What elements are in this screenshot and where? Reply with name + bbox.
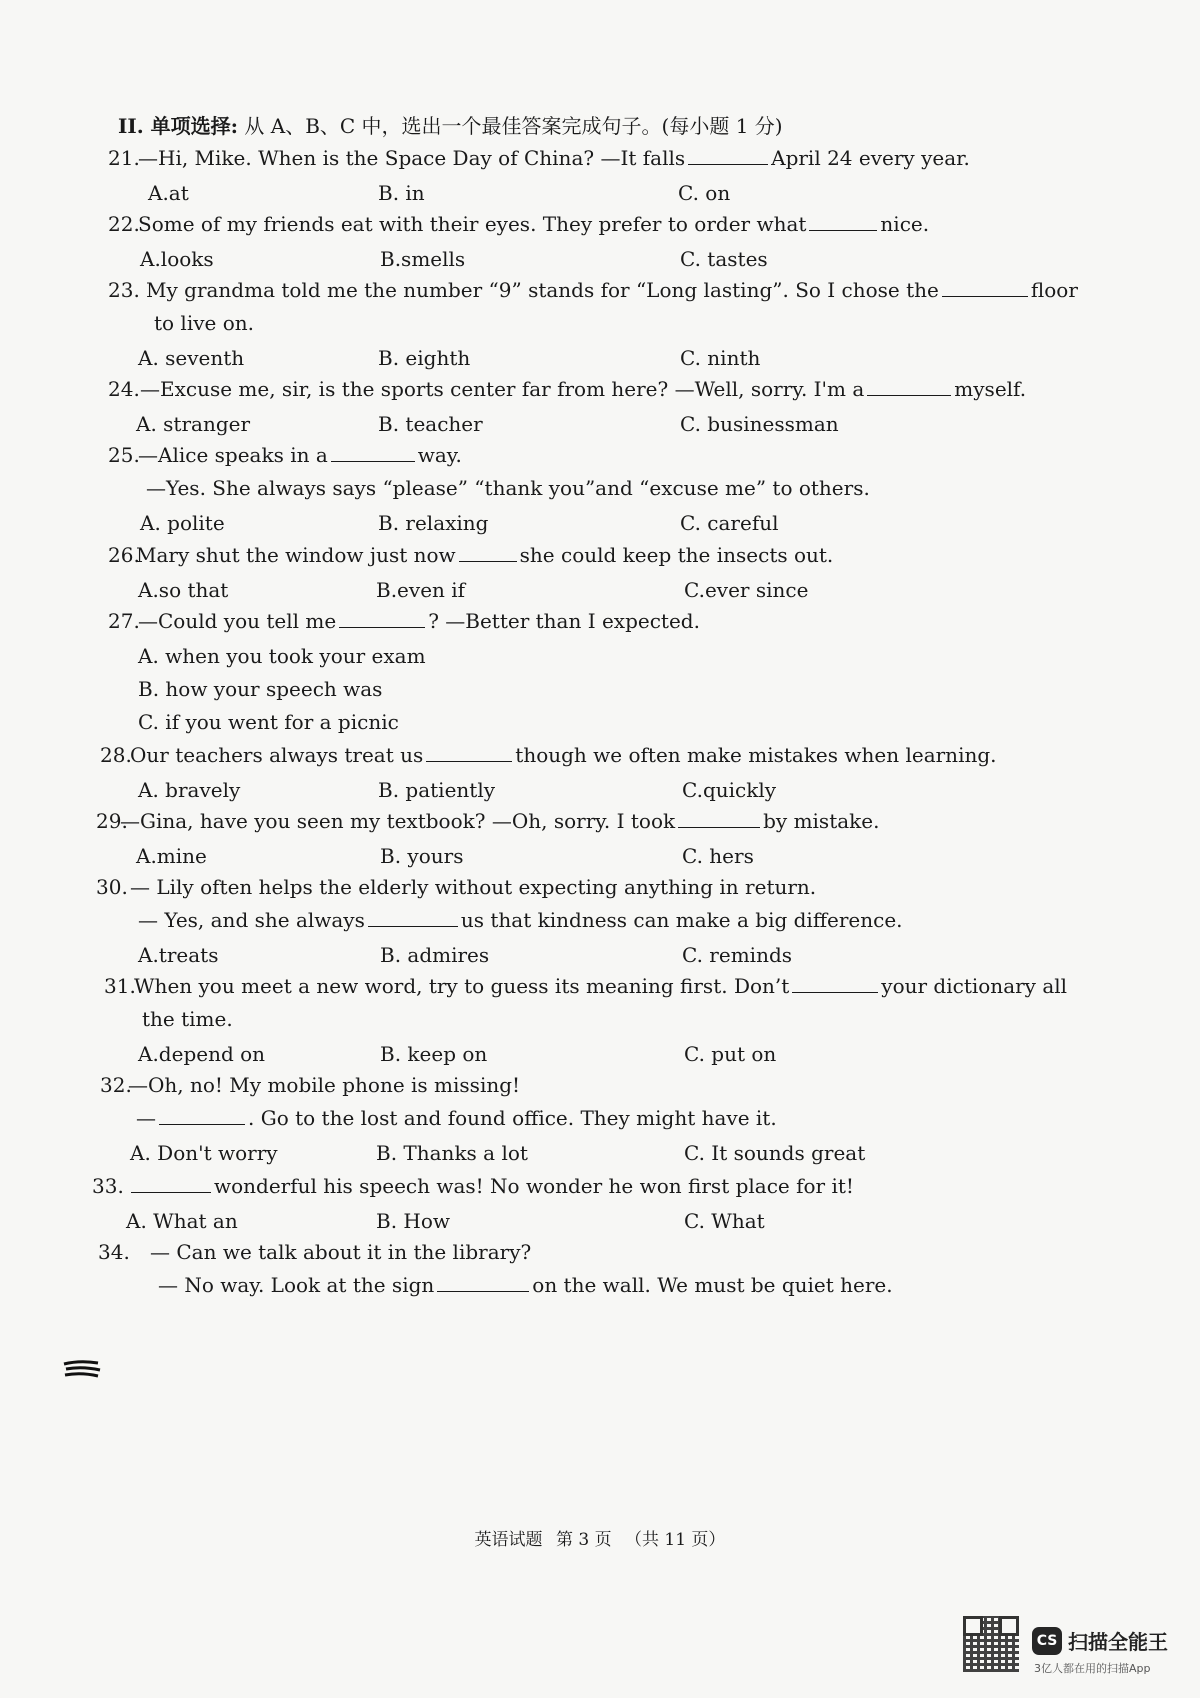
question-text-line [134,972,1067,1000]
answer-blank [942,278,1028,297]
option-b: B. eighth [378,346,471,370]
answer-blank [368,908,458,927]
text-before-blank: When you meet a new word, try to guess its meaning first. Don’t [134,974,790,998]
camscanner-logo-icon: CS [1032,1627,1062,1655]
answer-blank [867,377,951,396]
answer-blank [339,609,425,628]
question-text-line [136,1104,777,1132]
option-c: C. reminds [682,943,793,967]
answer-blank [131,1174,211,1193]
question-text-line: —Oh, no! My mobile phone is missing! [128,1073,521,1097]
question-text-line [146,276,1078,304]
option-a: A.mine [136,844,207,868]
question-number: 28. [100,743,132,767]
question-text-line [136,541,833,569]
text-before-blank: Our teachers always treat us [130,743,424,767]
section-number: II. 单项选择: [118,114,239,138]
question-text-line [128,1172,854,1200]
answer-blank [688,146,768,165]
option-a: A.so that [138,578,229,602]
text-before-blank: —Excuse me, sir, is the sports center far from here? —Well, sorry. I'm a [140,377,865,401]
question-text-line [158,1271,893,1299]
option-a: A.depend on [138,1042,266,1066]
question-number: 33. [92,1174,124,1198]
question-text-line [130,741,997,769]
option-b: B. how your speech was [138,677,383,701]
answer-blank [792,974,878,993]
option-a: A. polite [140,511,225,535]
question-text-line: — Lily often helps the elderly without expecting anything in return. [130,875,817,899]
text-before-blank: —Could you tell me [138,609,337,633]
footer-page: 第 3 页 [555,1530,612,1550]
question-number: 31. [104,974,136,998]
option-c: C. tastes [680,247,768,271]
question-number: 27. [108,609,140,633]
text-after-blank: your dictionary all [881,974,1068,998]
option-c: C. What [684,1209,765,1233]
text-after-blank: by mistake. [763,809,880,833]
option-a: A.treats [138,943,219,967]
option-a: A. seventh [138,346,245,370]
question-text-line [138,144,970,172]
option-c: C. It sounds great [684,1141,866,1165]
question-number: 30. [96,875,128,899]
question-text-line [138,210,929,238]
handwritten-mark-icon [62,1358,106,1380]
option-b: B. keep on [380,1042,488,1066]
question-number: 21. [108,146,140,170]
text-after-blank: way. [417,443,462,467]
option-c: C.quickly [682,778,777,802]
text-after-blank: nice. [880,212,930,236]
scanner-brand [1032,1626,1168,1655]
question-text-line [120,807,879,835]
text-after-blank: though we often make mistakes when learning. [515,743,997,767]
brand-name: 扫描全能王 [1068,1630,1168,1654]
question-number: 25. [108,443,140,467]
question-text-line [138,906,903,934]
qr-code-icon [963,1616,1019,1672]
text-before-blank: — Yes, and she always [138,908,365,932]
question-number: 34. [98,1240,130,1264]
question-number: 26. [108,543,140,567]
question-text-line: — Can we talk about it in the library? [150,1240,532,1264]
option-b: B. relaxing [378,511,489,535]
section-instructions: 从 A、B、C 中，选出一个最佳答案完成句子。(每小题 1 分) [244,114,783,138]
answer-blank [459,543,517,562]
text-after-blank: us that kindness can make a big difference. [460,908,903,932]
answer-blank [426,743,512,762]
option-c: C. businessman [680,412,839,436]
option-c: C. careful [680,511,779,535]
option-c: C. hers [682,844,754,868]
section-title [118,112,783,140]
option-b: B. yours [380,844,464,868]
question-text-line [140,375,1026,403]
question-text-line: —Yes. She always says “please” “thank you”and “excuse me” to others. [146,476,870,500]
option-a: A.looks [140,247,214,271]
option-b: B. How [376,1209,451,1233]
text-after-blank: floor [1030,278,1078,302]
text-before-blank: Some of my friends eat with their eyes. They prefer to order what [138,212,807,236]
option-b: B. teacher [378,412,483,436]
text-after-blank: on the wall. We must be quiet here. [532,1273,893,1297]
option-b: B. Thanks a lot [376,1141,528,1165]
footer-subject: 英语试题 [474,1530,543,1550]
text-after-blank: ? —Better than I expected. [428,609,700,633]
question-number: 29. [96,809,128,833]
answer-blank [437,1273,529,1292]
text-before-blank: Mary shut the window just now [136,543,456,567]
option-b: B.smells [380,247,466,271]
text-after-blank: myself. [954,377,1027,401]
option-b: B.even if [376,578,466,602]
question-text-line [138,441,462,469]
question-text-line: to live on. [154,311,254,335]
text-before-blank: My grandma told me the number “9” stands for “Long lasting”. So I chose the [146,278,939,302]
option-c: C.ever since [684,578,809,602]
option-a: A. bravely [138,778,241,802]
question-text-line: the time. [142,1007,233,1031]
question-text-line [138,607,700,635]
text-before-blank: — [136,1106,156,1130]
text-before-blank: —Alice speaks in a [138,443,328,467]
option-b: B. in [378,181,425,205]
text-after-blank: . Go to the lost and found office. They might have it. [248,1106,777,1130]
brand-tagline: 3亿人都在用的扫描App [1034,1662,1151,1675]
answer-blank [331,443,415,462]
question-number: 23. [108,278,140,302]
text-before-blank: — No way. Look at the sign [158,1273,435,1297]
page-footer [0,1528,1200,1552]
question-number: 24. [108,377,140,401]
option-c: C. ninth [680,346,761,370]
option-b: B. patiently [378,778,496,802]
text-after-blank: wonderful his speech was! No wonder he won first place for it! [214,1174,854,1198]
text-after-blank: April 24 every year. [771,146,970,170]
answer-blank [159,1106,245,1125]
option-b: B. admires [380,943,490,967]
text-after-blank: she could keep the insects out. [519,543,834,567]
option-c: C. put on [684,1042,777,1066]
text-before-blank: —Gina, have you seen my textbook? —Oh, sorry. I took [120,809,676,833]
text-before-blank: —Hi, Mike. When is the Space Day of China? —It falls [138,146,686,170]
question-number: 32. [100,1073,132,1097]
option-c: C. on [678,181,731,205]
option-a: A. Don't worry [130,1141,278,1165]
question-number: 22. [108,212,140,236]
footer-total: （共 11 页） [624,1530,726,1550]
option-a: A. stranger [136,412,251,436]
answer-blank [678,809,760,828]
option-a: A.at [148,181,189,205]
option-a: A. when you took your exam [138,644,426,668]
option-c: C. if you went for a picnic [138,710,399,734]
answer-blank [809,212,877,231]
option-a: A. What an [126,1209,238,1233]
